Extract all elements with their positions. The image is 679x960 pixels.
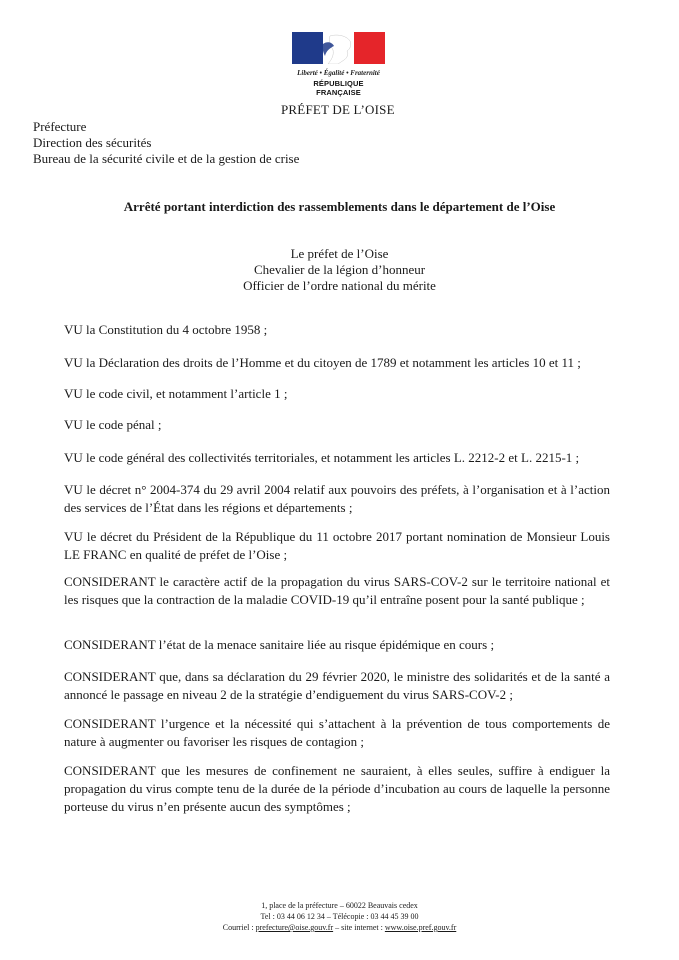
website-link[interactable]: www.oise.pref.gouv.fr (384, 923, 457, 932)
republic-motto: Liberté • Égalité • Fraternité (297, 69, 380, 77)
republic-name: RÉPUBLIQUE FRANÇAISE (313, 79, 364, 97)
footer-phone: Tel : 03 44 06 12 34 – Télécopie : 03 44 45 39 00 (260, 912, 419, 921)
considerant-paragraph: CONSIDERANT l’état de la menace sanitaire liée au risque épidémique en cours ; (64, 637, 495, 652)
considerant-paragraph: CONSIDERANT l’urgence et la nécessité qui s’attachent à la prévention de tous comportements de nature à augmenter ou favoriser les risques de contagion ; (64, 716, 610, 749)
site-label: – site internet : (335, 923, 383, 932)
visa-paragraph: VU le code civil, et notamment l’article 1 ; (64, 386, 288, 401)
prefet-heading: PRÉFET DE L’OISE (281, 102, 395, 117)
signatory-line: Chevalier de la légion d’honneur (253, 262, 426, 277)
visa-paragraph: VU le code pénal ; (64, 417, 162, 432)
considerant-paragraph: CONSIDERANT le caractère actif de la propagation du virus SARS-COV-2 sur le territoire national et les risques que la contraction de la maladie COVID-19 qu’il entraîne posent pour la santé publique ; (64, 574, 610, 607)
tricolor-flag-icon (292, 32, 385, 64)
visa-paragraph: VU le code général des collectivités territoriales, et notamment les articles L. 2212-2 et L. 2215-1 ; (64, 450, 580, 465)
header-line-bureau: Bureau de la sécurité civile et de la gestion de crise (33, 151, 300, 166)
document-title: Arrêté portant interdiction des rassemblements dans le département de l’Oise (123, 199, 556, 214)
visa-paragraph: VU la Constitution du 4 octobre 1958 ; (64, 322, 268, 337)
visa-paragraph: VU le décret n° 2004-374 du 29 avril 2004 relatif aux pouvoirs des préfets, à l’organisation et à l’action des services de l’État dans les régions et départements ; (64, 482, 610, 515)
email-link[interactable]: prefecture@oise.gouv.fr (255, 923, 334, 932)
header-line-direction: Direction des sécurités (33, 135, 152, 150)
signatory-line: Le préfet de l’Oise (290, 246, 389, 261)
courriel-label: Courriel : (222, 923, 254, 932)
signatory-line: Officier de l’ordre national du mérite (243, 278, 436, 293)
footer-address: 1, place de la préfecture – 60022 Beauvais cedex (261, 901, 418, 910)
marianne-logo (291, 32, 386, 97)
considerant-paragraph: CONSIDERANT que, dans sa déclaration du 29 février 2020, le ministre des solidarités et de la santé a annoncé le passage en niveau 2 de la stratégie d’endiguement du virus SARS-COV-2 ; (64, 669, 610, 702)
visa-paragraph: VU le décret du Président de la République du 11 octobre 2017 portant nomination de Monsieur Louis LE FRANC en qualité de préfet de l’Oise ; (64, 529, 610, 562)
footer-contact (0, 922, 679, 933)
visa-paragraph: VU la Déclaration des droits de l’Homme et du citoyen de 1789 et notamment les articles 10 et 11 ; (64, 355, 581, 370)
considerant-paragraph: CONSIDERANT que les mesures de confinement ne sauraient, à elles seules, suffire à endiguer la propagation du virus compte tenu de la durée de la période d’incubation au cours de laquelle la personne porteuse du virus n’en présente aucun des symptômes ; (64, 763, 610, 814)
header-line-prefecture: Préfecture (33, 119, 87, 134)
